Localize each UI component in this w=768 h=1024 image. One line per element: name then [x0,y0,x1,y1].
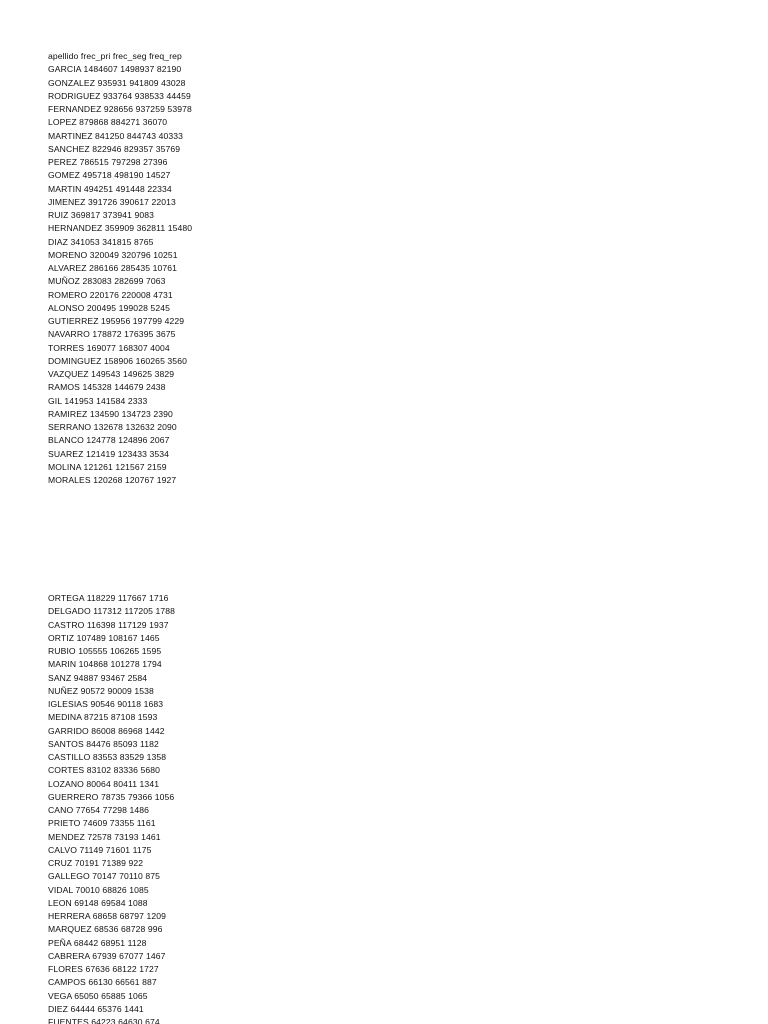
surname-row: VAZQUEZ 149543 149625 3829 [48,369,175,379]
surname-row: GIL 141953 141584 2333 [48,395,148,406]
surname-row: ORTIZ 107489 108167 1465 [48,632,160,643]
surname-row: MOLINA 121261 121567 2159 [48,461,167,472]
surname-row: HERNANDEZ 359909 362811 15480 [48,223,193,234]
surname-row: LOZANO 80064 80411 1341 [48,778,160,789]
surname-row: FUENTES 64223 64630 674 [48,1017,160,1024]
surname-row: MORENO 320049 320796 10251 [48,249,178,260]
surname-list-bottom [48,592,175,1024]
surname-row: SANTOS 84476 85093 1182 [48,738,159,749]
surname-row: MARIN 104868 101278 1794 [48,659,162,670]
surname-row: MUÑOZ 283083 282699 7063 [48,276,166,287]
surname-row: RAMOS 145328 144679 2438 [48,382,166,393]
surname-row: VEGA 65050 65885 1065 [48,990,148,1001]
surname-row: RODRIGUEZ 933764 938533 44459 [48,90,191,101]
surname-row: GONZALEZ 935931 941809 43028 [48,77,186,88]
surname-row: MARTINEZ 841250 844743 40333 [48,130,183,141]
surname-row: PEÑA 68442 68951 1128 [48,937,147,948]
surname-row: NAVARRO 178872 176395 3675 [48,329,176,340]
surname-row: ALONSO 200495 199028 5245 [48,302,170,313]
surname-row: RUBIO 105555 106265 1595 [48,646,162,656]
surname-row: CALVO 71149 71601 1175 [48,844,152,855]
surname-row: ROMERO 220176 220008 4731 [48,289,173,300]
surname-row: CASTILLO 83553 83529 1358 [48,752,167,762]
surname-row: SANCHEZ 822946 829357 35769 [48,143,181,154]
surname-row: MORALES 120268 120767 1927 [48,475,177,485]
surname-row: DELGADO 117312 117205 1788 [48,606,175,617]
surname-row: PEREZ 786515 797298 27396 [48,157,168,167]
surname-row: FERNANDEZ 928656 937259 53978 [48,104,192,114]
surname-row: GARRIDO 86008 86968 1442 [48,725,165,736]
surname-row: MEDINA 87215 87108 1593 [48,712,158,723]
surname-row: DIAZ 341053 341815 8765 [48,236,154,247]
surname-row: LEON 69148 69584 1088 [48,897,148,908]
surname-row: DIEZ 64444 65376 1441 [48,1003,144,1014]
surname-row: CANO 77654 77298 1486 [48,805,150,815]
surname-row: BLANCO 124778 124896 2067 [48,435,170,446]
surname-row: CRUZ 70191 71389 922 [48,858,144,868]
surname-row: PRIETO 74609 73355 1161 [48,818,156,829]
surname-row: SANZ 94887 93467 2584 [48,672,148,683]
surname-row: ALVAREZ 286166 285435 10761 [48,263,177,273]
surname-row: MENDEZ 72578 73193 1461 [48,831,161,842]
surname-row: ORTEGA 118229 117667 1716 [48,593,169,603]
surname-row: MARQUEZ 68536 68728 996 [48,924,163,935]
surname-row: GARCIA 1484607 1498937 82190 [48,64,182,75]
surname-row: TORRES 169077 168307 4004 [48,342,170,353]
surname-row: SERRANO 132678 132632 2090 [48,422,177,432]
surname-row: GOMEZ 495718 498190 14527 [48,170,171,181]
surname-row: HERRERA 68658 68797 1209 [48,911,167,921]
surname-row: IGLESIAS 90546 90118 1683 [48,699,164,709]
surname-row: GALLEGO 70147 70110 875 [48,871,161,882]
surname-row: LOPEZ 879868 884271 36070 [48,117,168,128]
surname-row: RUIZ 369817 373941 9083 [48,210,154,220]
surname-row: MARTIN 494251 491448 22334 [48,183,172,194]
table-header: apellido frec_pri frec_seg freq_rep [48,51,182,61]
surname-row: DOMINGUEZ 158906 160265 3560 [48,355,187,366]
surname-row: NUÑEZ 90572 90009 1538 [48,685,154,696]
surname-row: RAMIREZ 134590 134723 2390 [48,408,173,419]
surname-list-top [48,50,192,487]
surname-row: GUTIERREZ 195956 197799 4229 [48,316,185,326]
surname-row: CORTES 83102 83336 5680 [48,765,161,776]
surname-row: GUERRERO 78735 79366 1056 [48,791,175,802]
surname-row: SUAREZ 121419 123433 3534 [48,448,169,459]
surname-row: CAMPOS 66130 66561 887 [48,977,157,988]
surname-row: CABRERA 67939 67077 1467 [48,950,166,961]
surname-row: CASTRO 116398 117129 1937 [48,619,169,630]
surname-row: VIDAL 70010 68826 1085 [48,884,149,895]
surname-row: FLORES 67636 68122 1727 [48,964,159,974]
surname-row: JIMENEZ 391726 390617 22013 [48,196,176,207]
